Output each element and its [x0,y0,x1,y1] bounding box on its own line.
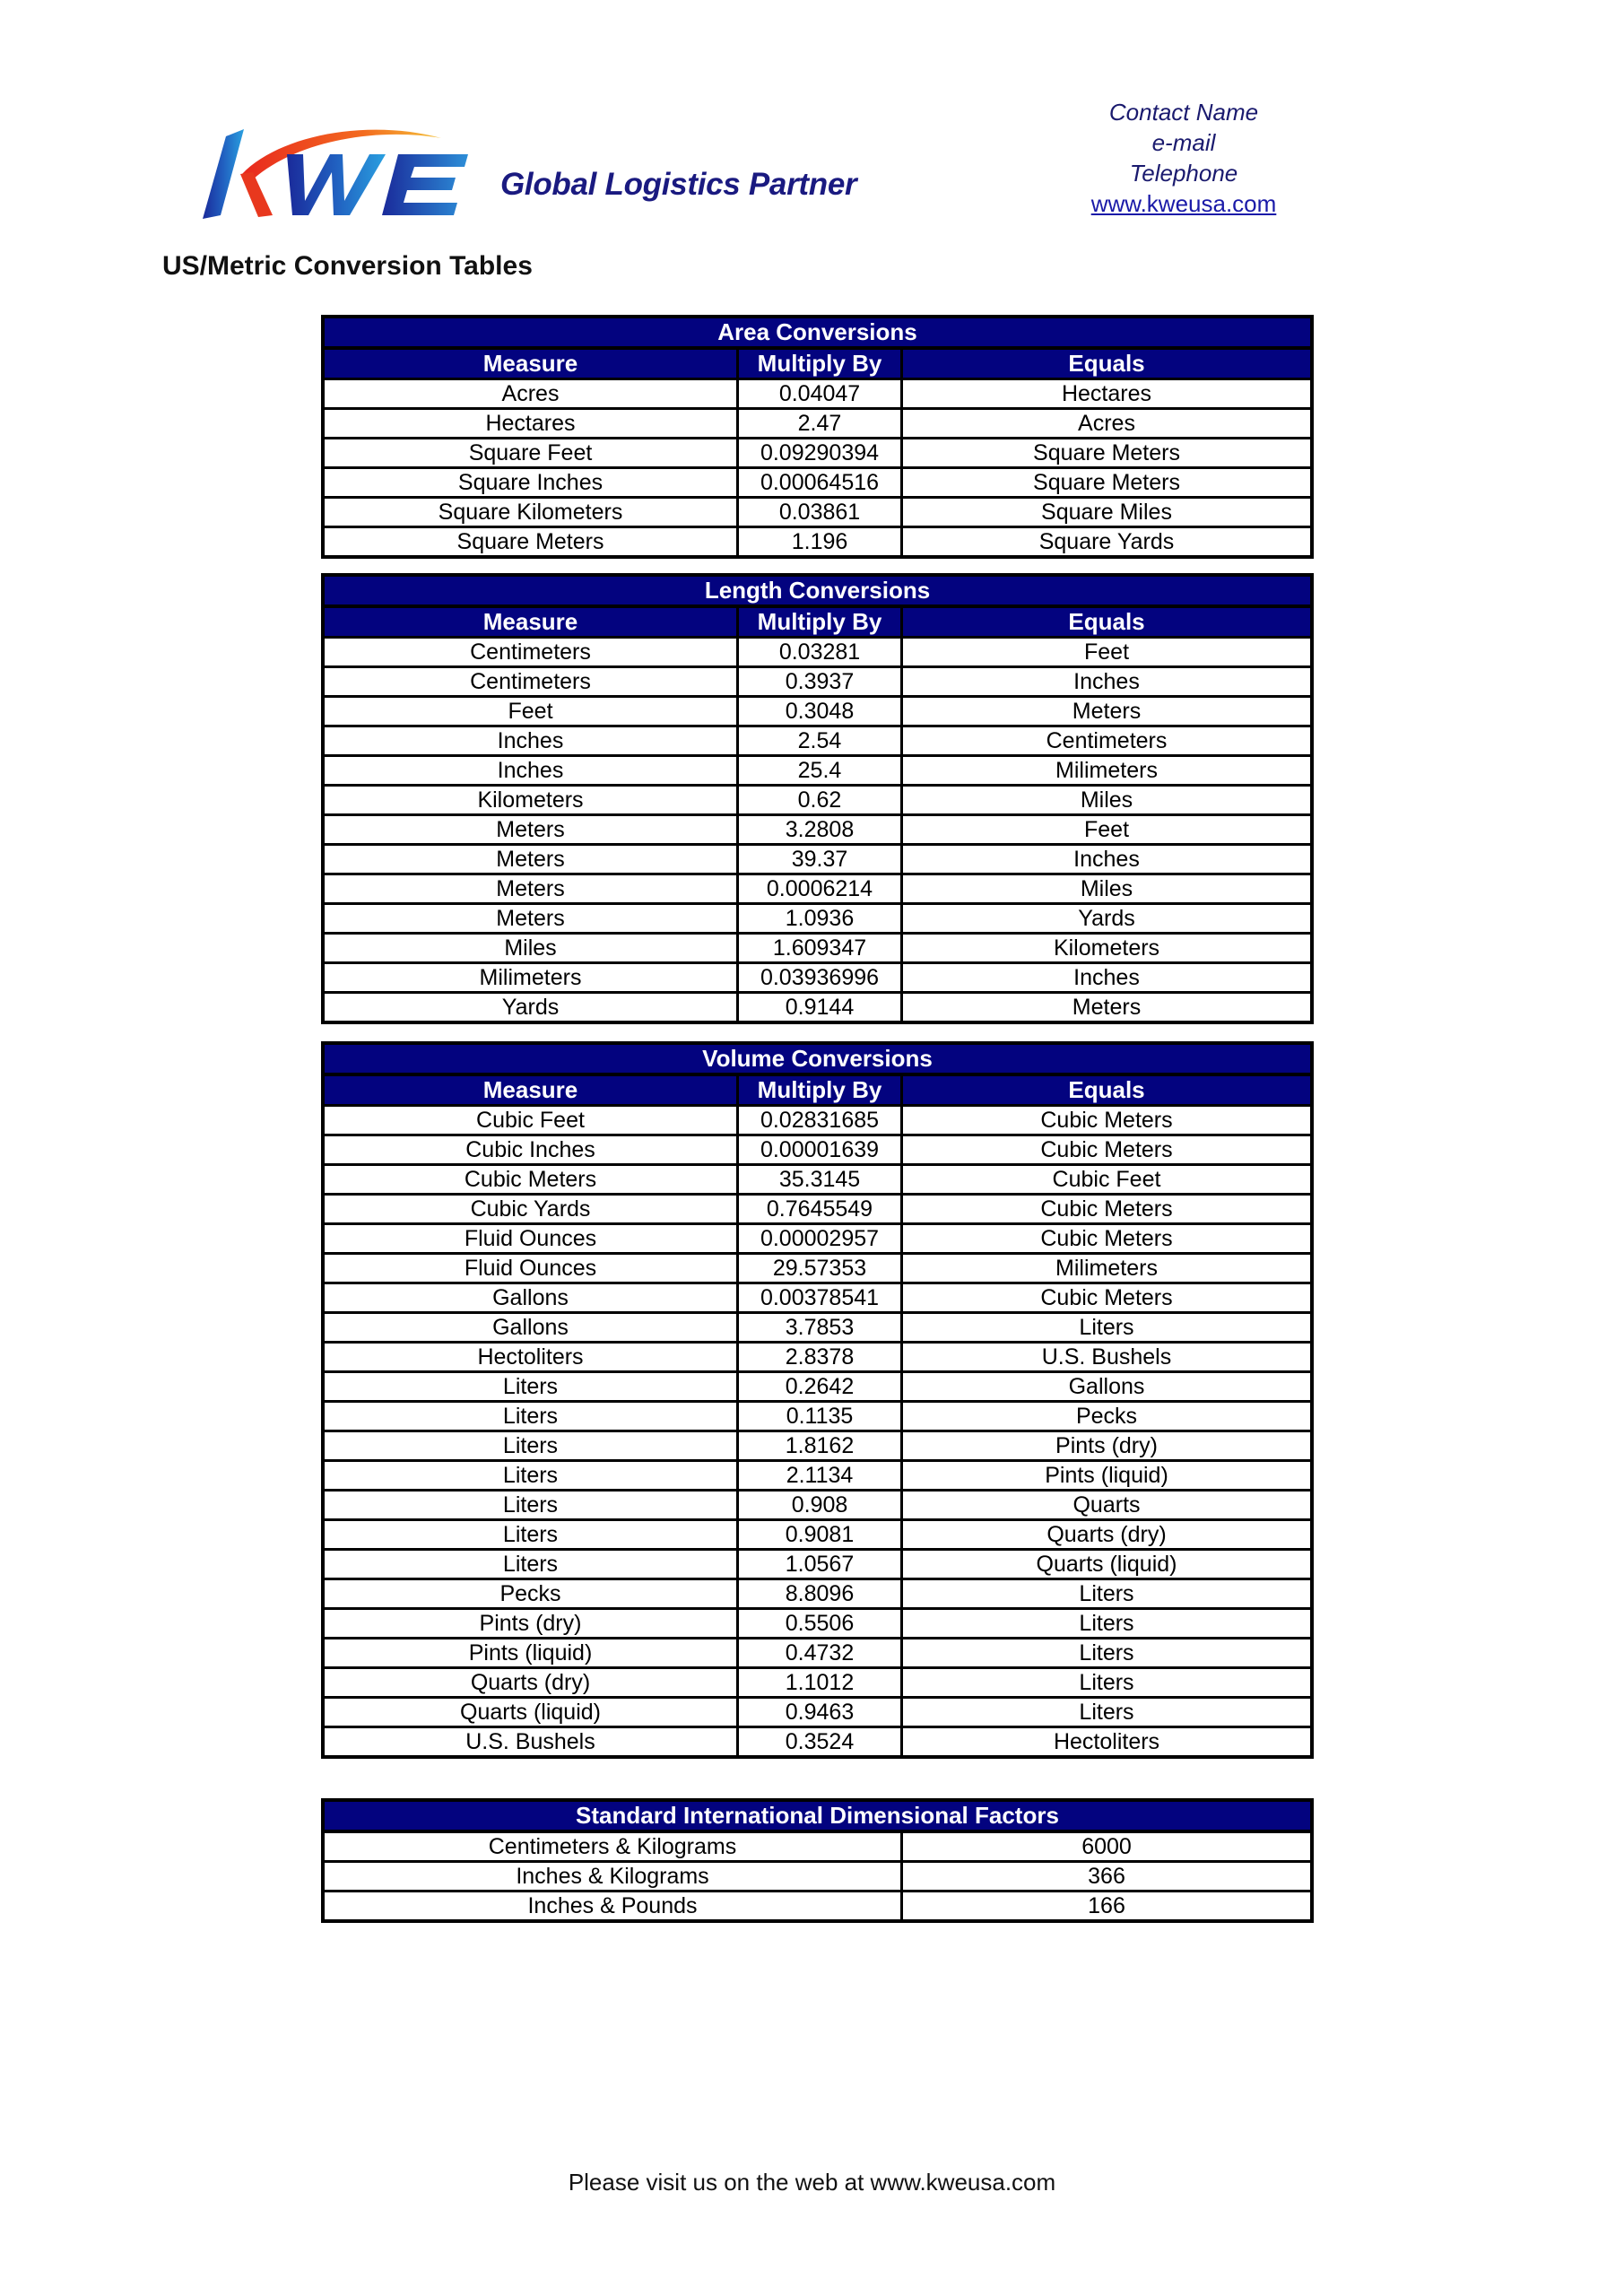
cell-factor: 166 [1088,1893,1125,1918]
cell-equals: Acres [1078,411,1135,436]
kwe-logo [199,118,477,226]
cell-multiply-by: 35.3145 [739,1166,903,1193]
cell-multiply-by: 1.0567 [739,1551,903,1578]
cell-equals: Feet [1083,817,1130,842]
cell-equals: Hectoliters [1053,1729,1160,1754]
cell-multiply-by: 1.1012 [739,1669,903,1696]
cell-equals: Inches [1073,669,1140,694]
cell-multiply-by: 0.03936996 [739,964,903,991]
cell-measure: Liters [325,1551,739,1578]
cell-equals: Liters [1079,1611,1134,1636]
cell-measure: Liters [325,1521,739,1548]
cell-multiply-by: 25.4 [739,757,903,784]
table-row [325,994,1310,1021]
table-row [325,410,1310,439]
cell-measure: Yards [325,994,739,1021]
footer-text: Please visit us on the web at www.kweusa.com [568,2169,1056,2196]
dimensional-factors-table [321,1798,1314,1923]
cell-unit-pair: Inches & Kilograms [325,1863,903,1890]
table-row [325,1699,1310,1728]
cell-measure: Acres [325,380,739,407]
table-row [325,1196,1310,1225]
contact-email: e-mail [1151,129,1216,156]
cell-equals: Cubic Meters [1040,1108,1173,1133]
table-row [325,499,1310,528]
table-row [325,668,1310,698]
cell-multiply-by: 2.1134 [739,1462,903,1489]
cell-measure: Gallons [325,1314,739,1341]
cell-unit-pair: Centimeters & Kilograms [325,1833,903,1860]
volume-conversions-table [321,1041,1314,1759]
table-row [325,1284,1310,1314]
cell-multiply-by: 0.03861 [739,499,903,526]
table-row [325,698,1310,727]
cell-multiply-by: 1.0936 [739,905,903,932]
column-header-multiply-by: Multiply By [739,350,903,378]
column-header-measure: Measure [325,608,739,636]
cell-multiply-by: 0.00378541 [739,1284,903,1311]
table-row [325,1432,1310,1462]
cell-equals: Quarts [1073,1492,1141,1518]
cell-multiply-by: 29.57353 [739,1255,903,1282]
cell-multiply-by: 0.0006214 [739,875,903,902]
table-title: Standard International Dimensional Factors [325,1802,1310,1833]
cell-equals: Liters [1079,1670,1134,1695]
table-row [325,1136,1310,1166]
cell-multiply-by: 0.3048 [739,698,903,725]
cell-equals: Hectares [1061,381,1152,406]
table-row [325,380,1310,410]
cell-equals: Centimeters [1046,728,1168,753]
cell-measure: Liters [325,1373,739,1400]
cell-equals: Pints (dry) [1055,1433,1158,1458]
table-row [325,1639,1310,1669]
cell-multiply-by: 2.47 [739,410,903,437]
table-title: Area Conversions [325,318,1310,350]
cell-multiply-by: 0.2642 [739,1373,903,1400]
table-row [325,1728,1310,1755]
cell-equals: Quarts (liquid) [1036,1552,1177,1577]
cell-multiply-by: 3.7853 [739,1314,903,1341]
cell-multiply-by: 0.1135 [739,1403,903,1430]
cell-equals: Quarts (dry) [1046,1522,1167,1547]
table-header-row [325,1076,1310,1107]
contact-telephone: Telephone [1129,160,1238,187]
cell-measure: Square Feet [325,439,739,466]
cell-measure: Meters [325,905,739,932]
cell-measure: Liters [325,1492,739,1518]
table-row [325,1344,1310,1373]
table-row [325,1551,1310,1580]
cell-measure: Gallons [325,1284,739,1311]
table-row [325,1833,1310,1863]
table-row [325,1492,1310,1521]
cell-multiply-by: 8.8096 [739,1580,903,1607]
table-header-row [325,350,1310,380]
cell-multiply-by: 0.7645549 [739,1196,903,1222]
cell-equals: Gallons [1068,1374,1145,1399]
cell-measure: Kilometers [325,787,739,813]
cell-equals: Cubic Feet [1052,1167,1161,1192]
contact-name: Contact Name [1108,99,1259,126]
cell-equals: Inches [1073,847,1140,872]
cell-multiply-by: 0.9081 [739,1521,903,1548]
table-row [325,905,1310,935]
table-row [325,1580,1310,1610]
table-row [325,787,1310,816]
cell-measure: Feet [325,698,739,725]
table-row [325,1669,1310,1699]
cell-multiply-by: 2.8378 [739,1344,903,1370]
cell-equals: Meters [1072,995,1142,1020]
table-row [325,757,1310,787]
cell-measure: Cubic Yards [325,1196,739,1222]
cell-multiply-by: 39.37 [739,846,903,873]
cell-multiply-by: 0.908 [739,1492,903,1518]
cell-equals: Liters [1079,1581,1134,1606]
cell-measure: Centimeters [325,639,739,665]
column-header-equals: Equals [1068,350,1145,377]
table-row [325,1225,1310,1255]
cell-equals: Milimeters [1055,1256,1158,1281]
cell-measure: Square Meters [325,528,739,555]
page-title: US/Metric Conversion Tables [162,251,533,281]
cell-measure: Meters [325,875,739,902]
cell-measure: Fluid Ounces [325,1225,739,1252]
table-row [325,1314,1310,1344]
table-row [325,875,1310,905]
cell-measure: Hectoliters [325,1344,739,1370]
cell-measure: Liters [325,1462,739,1489]
cell-multiply-by: 0.3937 [739,668,903,695]
table-row [325,1521,1310,1551]
cell-measure: Quarts (liquid) [325,1699,739,1726]
table-row [325,1610,1310,1639]
cell-multiply-by: 0.9144 [739,994,903,1021]
cell-equals: Meters [1072,699,1142,724]
brand-tagline: Global Logistics Partner [500,167,857,202]
cell-equals: Liters [1079,1700,1134,1725]
cell-equals: Miles [1080,787,1133,813]
table-row [325,1107,1310,1136]
table-row [325,639,1310,668]
cell-measure: Quarts (dry) [325,1669,739,1696]
cell-equals: Miles [1080,876,1133,901]
cell-equals: Square Miles [1041,500,1172,525]
cell-equals: Pints (liquid) [1045,1463,1168,1488]
cell-multiply-by: 1.196 [739,528,903,555]
column-header-equals: Equals [1068,608,1145,635]
cell-equals: Cubic Meters [1040,1137,1173,1162]
cell-equals: Inches [1073,965,1140,990]
cell-equals: Pecks [1075,1404,1138,1429]
cell-equals: Cubic Meters [1040,1226,1173,1251]
area-conversions-table [321,315,1314,559]
cell-multiply-by: 0.4732 [739,1639,903,1666]
table-row [325,964,1310,994]
cell-equals: Feet [1083,639,1130,665]
cell-measure: Pints (liquid) [325,1639,739,1666]
cell-measure: Milimeters [325,964,739,991]
cell-equals: Kilometers [1053,935,1160,961]
cell-measure: Liters [325,1403,739,1430]
cell-measure: Hectares [325,410,739,437]
cell-equals: Yards [1078,906,1135,931]
table-row [325,846,1310,875]
cell-multiply-by: 0.00002957 [739,1225,903,1252]
cell-factor: 6000 [1081,1834,1132,1859]
cell-equals: Square Meters [1033,440,1180,465]
table-row [325,1373,1310,1403]
cell-measure: Miles [325,935,739,961]
cell-equals: Square Yards [1038,529,1175,554]
cell-measure: Pints (dry) [325,1610,739,1637]
column-header-measure: Measure [325,1076,739,1104]
table-header-row [325,608,1310,639]
cell-multiply-by: 2.54 [739,727,903,754]
cell-measure: Centimeters [325,668,739,695]
cell-unit-pair: Inches & Pounds [325,1892,903,1919]
cell-measure: Cubic Inches [325,1136,739,1163]
table-row [325,1462,1310,1492]
table-row [325,935,1310,964]
cell-multiply-by: 0.3524 [739,1728,903,1755]
cell-measure: Inches [325,727,739,754]
cell-equals: Milimeters [1055,758,1158,783]
cell-multiply-by: 0.5506 [739,1610,903,1637]
table-row [325,816,1310,846]
table-title: Volume Conversions [325,1045,1310,1076]
cell-multiply-by: 1.609347 [739,935,903,961]
column-header-multiply-by: Multiply By [739,1076,903,1104]
table-row [325,1403,1310,1432]
cell-measure: Meters [325,816,739,843]
cell-multiply-by: 0.00064516 [739,469,903,496]
cell-multiply-by: 0.03281 [739,639,903,665]
cell-multiply-by: 1.8162 [739,1432,903,1459]
cell-equals: U.S. Bushels [1041,1344,1172,1370]
cell-measure: Meters [325,846,739,873]
cell-multiply-by: 3.2808 [739,816,903,843]
cell-multiply-by: 0.00001639 [739,1136,903,1163]
cell-equals: Liters [1079,1315,1134,1340]
cell-equals: Square Meters [1033,470,1180,495]
table-row [325,1255,1310,1284]
cell-factor: 366 [1088,1864,1125,1889]
contact-block [1058,97,1309,219]
column-header-multiply-by: Multiply By [739,608,903,636]
cell-multiply-by: 0.9463 [739,1699,903,1726]
table-row [325,1863,1310,1892]
column-header-equals: Equals [1068,1076,1145,1103]
cell-measure: U.S. Bushels [325,1728,739,1755]
length-conversions-table [321,573,1314,1024]
table-row [325,469,1310,499]
table-row [325,528,1310,555]
cell-measure: Fluid Ounces [325,1255,739,1282]
cell-measure: Cubic Meters [325,1166,739,1193]
table-row [325,1892,1310,1919]
cell-measure: Liters [325,1432,739,1459]
table-row [325,439,1310,469]
table-row [325,727,1310,757]
column-header-measure: Measure [325,350,739,378]
cell-measure: Square Kilometers [325,499,739,526]
cell-measure: Pecks [325,1580,739,1607]
cell-measure: Inches [325,757,739,784]
cell-multiply-by: 0.62 [739,787,903,813]
cell-measure: Square Inches [325,469,739,496]
cell-equals: Cubic Meters [1040,1285,1173,1310]
website-link[interactable]: www.kweusa.com [1090,190,1277,217]
table-title: Length Conversions [325,577,1310,608]
cell-equals: Cubic Meters [1040,1196,1173,1222]
cell-equals: Liters [1079,1640,1134,1665]
cell-multiply-by: 0.04047 [739,380,903,407]
cell-multiply-by: 0.09290394 [739,439,903,466]
kwe-logo-icon [199,118,477,226]
cell-measure: Cubic Feet [325,1107,739,1134]
cell-multiply-by: 0.02831685 [739,1107,903,1134]
table-row [325,1166,1310,1196]
